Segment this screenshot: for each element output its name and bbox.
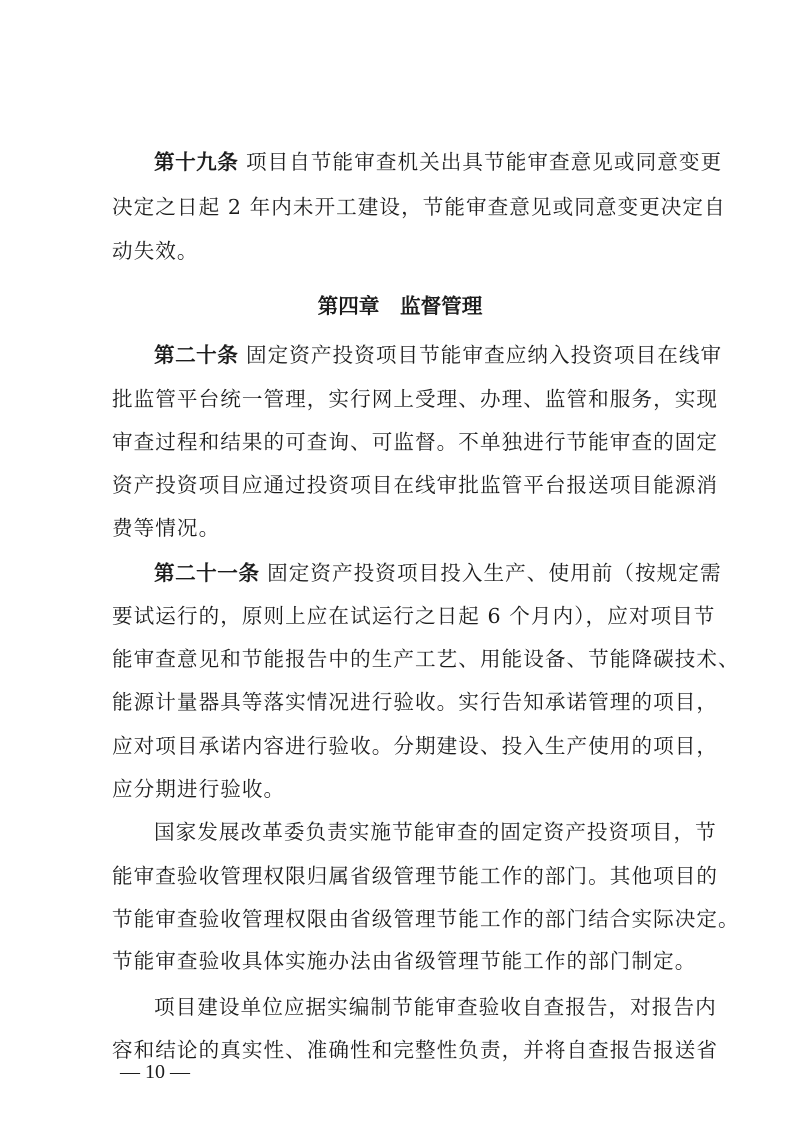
article-21-label: 第二十一条: [154, 561, 260, 585]
paragraph-a-line: 节能审查验收管理权限由省级管理节能工作的部门结合实际决定。: [112, 907, 740, 931]
article-20-text: 固定资产投资项目节能审查应纳入投资项目在线审: [245, 343, 723, 367]
article-20-label: 第二十条: [154, 343, 239, 367]
article-20-line: 批监管平台统一管理，实行网上受理、办理、监管和服务，实现: [112, 387, 719, 411]
paragraph-a-line: 能审查验收管理权限归属省级管理节能工作的部门。其他项目的: [112, 864, 719, 888]
article-20-line: [154, 341, 723, 369]
article-19-line: 决定之日起 2 年内未开工建设，节能审查意见或同意变更决定自: [112, 195, 726, 219]
article-20-line: 资产投资项目应通过投资项目在线审批监管平台报送项目能源消: [112, 473, 719, 497]
chapter-title: 第四章 监督管理: [317, 294, 483, 318]
article-21-line: 要试运行的，原则上应在试运行之日起 6 个月内），应对项目节: [112, 604, 716, 628]
page-number: — 10 —: [120, 1061, 190, 1083]
article-21-line: 应对项目承诺内容进行验收。分期建设、投入生产使用的项目，: [112, 734, 719, 758]
article-19-line: 动失效。: [112, 239, 199, 263]
paragraph-b-line: 容和结论的真实性、准确性和完整性负责，并将自查报告报送省: [112, 1038, 719, 1062]
article-21-line: 应分期进行验收。: [112, 777, 286, 801]
article-20-line: 费等情况。: [112, 516, 221, 540]
article-20-line: 审查过程和结果的可查询、可监督。不单独进行节能审查的固定: [112, 430, 719, 454]
article-21-text: 固定资产投资项目投入生产、使用前（按规定需: [267, 561, 722, 585]
paragraph-b-line: 项目建设单位应据实编制节能审查验收自查报告，对报告内: [154, 995, 717, 1019]
article-21-line: [154, 559, 722, 587]
article-19-text: 项目自节能审查机关出具节能审查意见或同意变更: [245, 150, 723, 174]
article-21-line: 能审查意见和节能报告中的生产工艺、用能设备、节能降碳技术、: [112, 647, 740, 671]
paragraph-a-line: 节能审查验收具体实施办法由省级管理节能工作的部门制定。: [112, 949, 697, 973]
article-21-line: 能源计量器具等落实情况进行验收。实行告知承诺管理的项目，: [112, 690, 719, 714]
article-19-label: 第十九条: [154, 150, 239, 174]
article-19-line: [154, 148, 723, 176]
paragraph-a-line: 国家发展改革委负责实施节能审查的固定资产投资项目，节: [154, 820, 717, 844]
